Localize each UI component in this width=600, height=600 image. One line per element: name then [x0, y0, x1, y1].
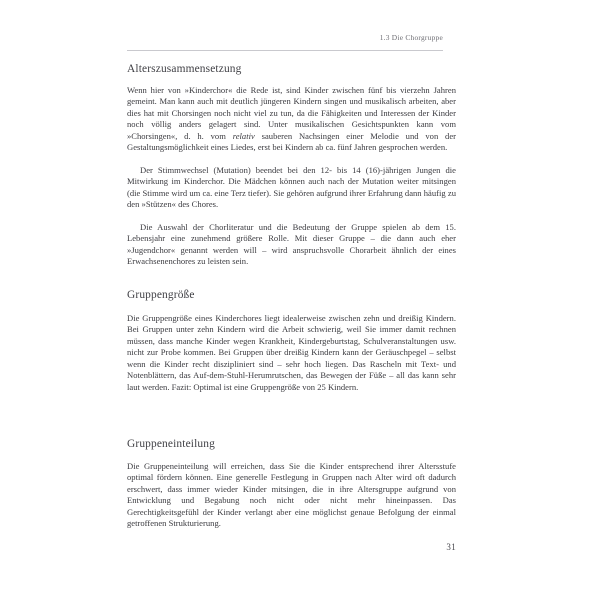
paragraph-alterszusammensetzung-2: Der Stimmwechsel (Mutation) beendet bei den 12- bis 14 (16)-jährigen Jungen die Mitwirkung im Kinderchor. Die Mädchen können auch nach der Mutation weiter mitsingen (die Stimme wird um ca. eine Terz tiefer). Sie gehören aufgrund ihrer Erfahrung dann häufig zu den »Stützen« des Chores. [127, 165, 456, 210]
section-heading-gruppengroesse: Gruppengröße [127, 289, 195, 301]
section-heading-alterszusammensetzung: Alterszusammensetzung [127, 63, 242, 75]
paragraph-alterszusammensetzung-1: Wenn hier von »Kinderchor« die Rede ist, sind Kinder zwischen fünf bis vierzehn Jahren gemeint. Man kann auch mit deutlich jüngeren Kindern singen und musikalisch arbeiten, aber dies hat mit Chorsingen noch nicht viel zu tun, da die Fähigkeiten und Interessen der Kinder noch völlig anders gelagert sind. Unter musikalischen Gesichtspunkten kann vom »Chorsingen«, d. h. vom relativ sauberen Nachsingen einer Melodie und von der Gestaltungsmöglichkeit eines Liedes, erst bei Kindern ab ca. fünf Jahren gesprochen werden. [127, 85, 456, 153]
running-header: 1.3 Die Chorgruppe [379, 33, 443, 42]
header-rule-divider [127, 50, 443, 51]
paragraph-gruppengroesse-1: Die Gruppengröße eines Kinderchores liegt idealerweise zwischen zehn und dreißig Kindern. Bei Gruppen unter zehn Kindern wird die Arbeit schwierig, weil Sie immer damit rechnen müssen, dass manche Kinder wegen Krankheit, Kindergeburtstag, Schulveranstaltungen usw. nicht zur Probe kommen. Bei Gruppen über dreißig Kindern kann der Geräuschpegel – selbst wenn die Kinder recht diszipliniert sind – sehr hoch liegen. Das Rascheln mit Text- und Notenblättern, das Auf-dem-Stuhl-Herumrutschen, das Bewegen der Füße – all das kann sehr laut werden. Fazit: Optimal ist eine Gruppengröße von 25 Kindern. [127, 313, 456, 392]
page-number: 31 [446, 542, 456, 552]
paragraph-alterszusammensetzung-3: Die Auswahl der Chorliteratur und die Bedeutung der Gruppe spielen ab dem 15. Lebensjahr eine zunehmend größere Rolle. Mit dieser Gruppe – die dann auch eher »Jugendchor« genannt werden will – wird anspruchsvolle Chorarbeit ähnlich der eines Erwachsenenchores zu leisten sein. [127, 222, 456, 267]
emphasized-text: relativ [232, 130, 255, 141]
paragraph-gruppeneinteilung-1: Die Gruppeneinteilung will erreichen, dass Sie die Kinder entsprechend ihrer Altersstufe optimal fördern können. Eine generelle Festlegung in Gruppen nach Alter wird oft dadurch erschwert, dass immer wieder Kinder mitsingen, die in ihre Altersgruppe aufgrund von Entwicklung und Begabung noch nicht oder nicht mehr hineinpassen. Das Gerechtigkeitsgefühl der Kinder verlangt aber eine möglichst genaue Befolgung der einmal getroffenen Strukturierung. [127, 461, 456, 529]
section-heading-gruppeneinteilung: Gruppeneinteilung [127, 438, 215, 450]
